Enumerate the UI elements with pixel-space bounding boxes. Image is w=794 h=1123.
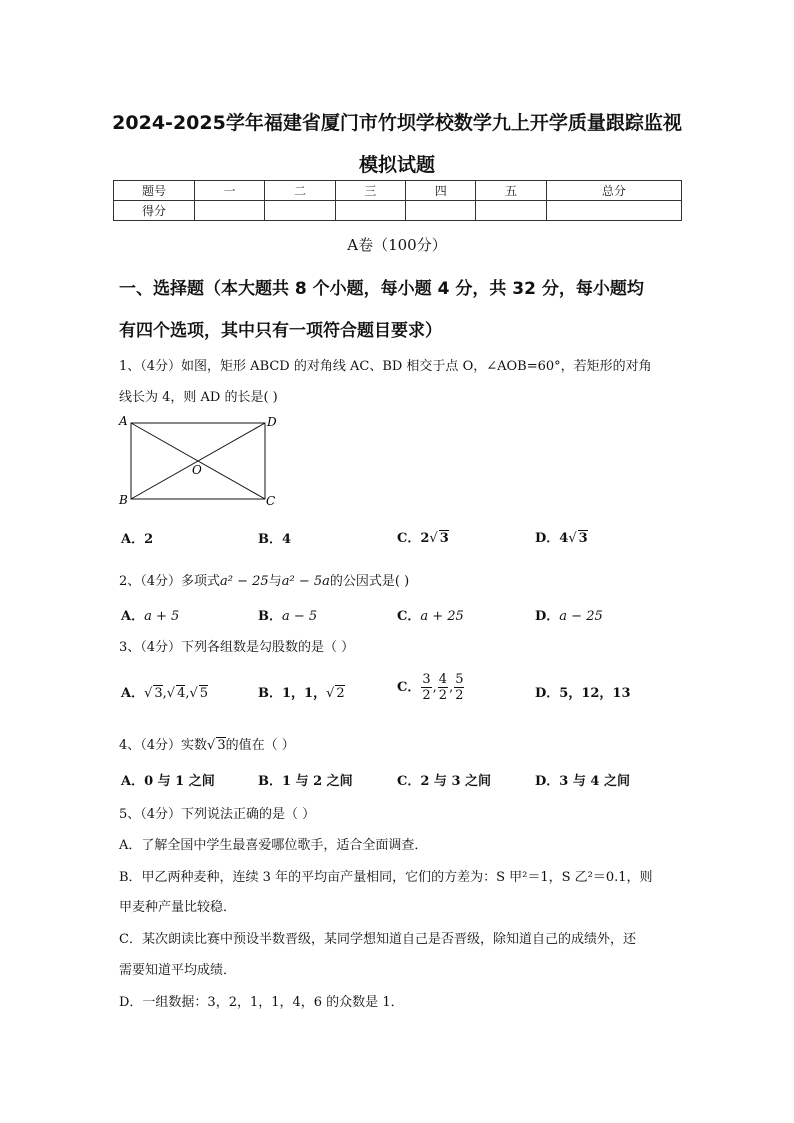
rectangle-figure (114, 412, 284, 510)
fraction (421, 672, 431, 703)
question-5-option-d[interactable]: D．一组数据：3，2，1，1，4，6 的众数是 1． (119, 995, 404, 1010)
score-table-row-label: 得分 (114, 201, 195, 221)
score-input-cell[interactable] (476, 201, 546, 221)
question-2-option-c[interactable] (397, 605, 464, 624)
section-heading: 一、选择题（本大题共 8 个小题，每小题 4 分，共 32 分，每小题均 (119, 279, 644, 299)
section-heading-line2: 有四个选项，其中只有一项符合题目要求） (119, 321, 442, 341)
option-label: B． (258, 609, 282, 624)
score-table-cell: 二 (265, 181, 335, 201)
score-input-cell[interactable] (546, 201, 681, 221)
score-table-cell: 三 (335, 181, 405, 201)
fraction-denominator: 2 (422, 688, 431, 703)
question-4-stem: 4、（4分）实数√ 3的值在（ ） (119, 738, 295, 753)
question-3-option-d[interactable]: D．5，12，13 (535, 686, 631, 701)
question-1-stem-line2: 线长为 4，则 AD 的长是( ) (119, 390, 278, 405)
sqrt-radicand: 2 (336, 686, 345, 701)
fraction-numerator: 3 (422, 672, 431, 687)
option-label: C． (397, 609, 421, 624)
question-3-stem: 3、（4分）下列各组数是勾股数的是（ ） (119, 640, 355, 655)
question-4-option-d[interactable]: D．3 与 4 之间 (535, 774, 630, 789)
section-title: A卷（100分） (347, 236, 447, 254)
score-table-cell: 一 (195, 181, 265, 201)
question-2-expr2: a² − 5a (281, 574, 330, 589)
question-5-option-a[interactable]: A．了解全国中学生最喜爱哪位歌手，适合全面调查． (119, 838, 428, 853)
question-1-stem: 1、（4分）如图，矩形 ABCD 的对角线 AC、BD 相交于点 O，∠AOB=60°，若矩形的对角 (119, 359, 652, 374)
question-2-stem (119, 570, 409, 589)
question-5-stem: 5、（4分）下列说法正确的是（ ） (119, 807, 316, 822)
score-table-cell: 四 (406, 181, 476, 201)
score-input-cell[interactable] (265, 201, 335, 221)
fraction (454, 672, 464, 703)
question-1-option-c[interactable]: C．2√ 3 (397, 531, 449, 546)
score-input-cell[interactable] (195, 201, 265, 221)
option-expr: a − 25 (559, 609, 603, 624)
option-label: C． (397, 680, 421, 695)
question-2-mid: 与 (268, 574, 282, 589)
option-d-text: D．4 (535, 531, 569, 546)
score-input-cell[interactable] (335, 201, 405, 221)
question-2-suffix: 的公因式是( ) (329, 574, 410, 589)
question-2-option-b[interactable] (258, 605, 317, 624)
score-table-header-row (114, 181, 682, 201)
option-label: A． (121, 686, 145, 701)
question-1-option-d[interactable]: D．4√ 3 (535, 531, 588, 546)
score-input-cell[interactable] (406, 201, 476, 221)
question-2-option-a[interactable] (121, 605, 179, 624)
option-expr: a + 5 (144, 609, 180, 624)
score-table (113, 180, 682, 221)
fraction-numerator: 5 (455, 672, 464, 687)
question-3-option-b[interactable]: B．1，1，√ 2 (258, 686, 345, 701)
option-label: D． (535, 609, 560, 624)
question-3-option-a[interactable]: A．√ 3,√ 4,√ 5 (121, 686, 209, 701)
question-5-option-c[interactable]: C．某次朗读比赛中预设半数晋级，某同学想知道自己是否晋级，除知道自己的成绩外，还 (119, 932, 636, 947)
sqrt-radicand: 3 (578, 531, 588, 546)
sqrt-radicand: 3 (154, 686, 163, 701)
option-label: A． (121, 609, 145, 624)
score-table-cell: 五 (476, 181, 546, 201)
vertex-label-d: D (267, 415, 277, 429)
sqrt-radicand: 4 (177, 686, 186, 701)
question-5-option-c-line2: 需要知道平均成绩． (119, 963, 237, 978)
fraction (438, 672, 448, 703)
sqrt-radicand: 3 (439, 531, 449, 546)
vertex-label-o: O (192, 463, 202, 477)
option-expr: a − 5 (282, 609, 318, 624)
option-c-text: C．2 (397, 531, 430, 546)
fraction-numerator: 4 (438, 672, 448, 687)
option-label: B．1，1， (258, 686, 327, 701)
question-5-option-b[interactable]: B．甲乙两种麦种，连续 3 年的平均亩产量相同，它们的方差为：S 甲²＝1，S 乙²＝0.1，则 (119, 870, 653, 885)
question-4-option-b[interactable]: B．1 与 2 之间 (258, 774, 353, 789)
option-expr: a + 25 (420, 609, 464, 624)
score-table-score-row (114, 201, 682, 221)
score-table-cell: 总分 (546, 181, 681, 201)
question-2-expr1: a² − 25 (220, 574, 269, 589)
vertex-label-c: C (266, 494, 276, 508)
question-1-option-b[interactable]: B．4 (258, 532, 292, 547)
score-table-cell: 题号 (114, 181, 195, 201)
page-title: 2024-2025学年福建省厦门市竹坝学校数学九上开学质量跟踪监视 (112, 112, 682, 134)
question-3-option-c[interactable]: C． $\frac{3}{2}$ , $\frac{4}{2}$ , $\frac{5}{2}$ (397, 672, 464, 703)
question-5-option-b-line2: 甲麦种产量比较稳． (119, 900, 237, 915)
question-2-prefix: 2、（4分）多项式 (119, 574, 221, 589)
vertex-label-b: B (119, 493, 128, 507)
question-4-prefix: 4、（4分）实数 (119, 738, 208, 753)
question-4-option-c[interactable]: C．2 与 3 之间 (397, 774, 492, 789)
vertex-label-a: A (119, 414, 128, 428)
page-title-line2: 模拟试题 (358, 154, 435, 176)
question-4-suffix: 的值在（ ） (225, 738, 295, 753)
fraction-denominator: 2 (455, 688, 464, 703)
sqrt-radicand: 5 (199, 686, 209, 701)
question-2-option-d[interactable] (535, 605, 603, 624)
question-4-option-a[interactable]: A．0 与 1 之间 (121, 774, 215, 789)
question-1-option-a[interactable]: A．2 (121, 532, 154, 547)
sqrt-radicand: 3 (217, 738, 226, 753)
fraction-denominator: 2 (438, 688, 448, 703)
